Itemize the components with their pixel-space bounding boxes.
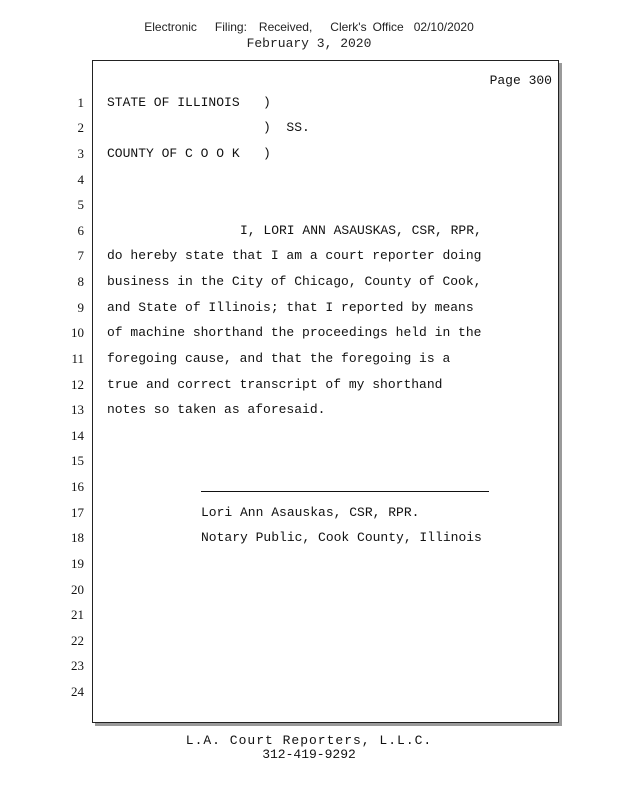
reporter-title: Notary Public, Cook County, Illinois: [201, 530, 482, 545]
line-number: 9: [77, 300, 84, 315]
line-number: 22: [71, 633, 84, 648]
line-number: 1: [77, 95, 84, 110]
transcript-line-3: COUNTY OF C O O K ): [107, 146, 271, 161]
stamp-word: Electronic: [144, 20, 197, 34]
footer-company: L.A. Court Reporters, L.L.C.: [185, 733, 433, 748]
transcript-line-10: of machine shorthand the proceedings held in the: [107, 325, 482, 340]
transcript-line-12: true and correct transcript of my shorthand: [107, 377, 443, 392]
line-number: 17: [71, 505, 84, 520]
transcript-line-1: STATE OF ILLINOIS ): [107, 95, 271, 110]
stamp-word: Office: [372, 20, 404, 34]
line-number: 18: [71, 530, 84, 545]
line-number: 7: [77, 248, 84, 263]
footer-phone: 312-419-9292: [262, 747, 356, 762]
stamp-word: 02/10/2020: [413, 20, 474, 34]
transcript-line-7: do hereby state that I am a court reporter doing: [107, 248, 482, 263]
line-number: 20: [71, 582, 84, 597]
reporter-name: Lori Ann Asauskas, CSR, RPR.: [201, 505, 420, 520]
line-number: 3: [77, 146, 84, 161]
transcript-line-13: notes so taken as aforesaid.: [107, 402, 326, 417]
transcript-line-8: business in the City of Chicago, County of Cook,: [107, 274, 482, 289]
line-number: 14: [71, 428, 84, 443]
line-number: 13: [71, 402, 84, 417]
transcript-line-6: I, LORI ANN ASAUSKAS, CSR, RPR,: [240, 223, 482, 238]
line-number: 8: [77, 274, 84, 289]
line-number: 21: [71, 607, 84, 622]
signature-line: [201, 491, 489, 492]
line-number: 15: [71, 453, 84, 468]
line-number: 16: [71, 479, 84, 494]
filing-stamp: [0, 20, 618, 34]
stamp-word: Received,: [258, 20, 313, 34]
line-number: 24: [71, 684, 84, 699]
line-number: 12: [71, 377, 84, 392]
stamp-word: Filing:: [214, 20, 247, 34]
transcript-line-2: ) SS.: [263, 120, 310, 135]
transcript-line-9: and State of Illinois; that I reported by means: [107, 300, 474, 315]
stamp-word: Clerk's: [330, 20, 367, 34]
line-number: 5: [77, 197, 84, 212]
page-number: Page 300: [489, 73, 552, 88]
header-date: February 3, 2020: [246, 36, 372, 51]
line-number: 11: [71, 351, 84, 366]
line-number: 2: [77, 120, 84, 135]
line-number: 19: [71, 556, 84, 571]
line-number: 4: [77, 172, 84, 187]
line-number: 10: [71, 325, 84, 340]
transcript-line-11: foregoing cause, and that the foregoing is a: [107, 351, 451, 366]
line-number: 23: [71, 658, 84, 673]
line-number: 6: [77, 223, 84, 238]
